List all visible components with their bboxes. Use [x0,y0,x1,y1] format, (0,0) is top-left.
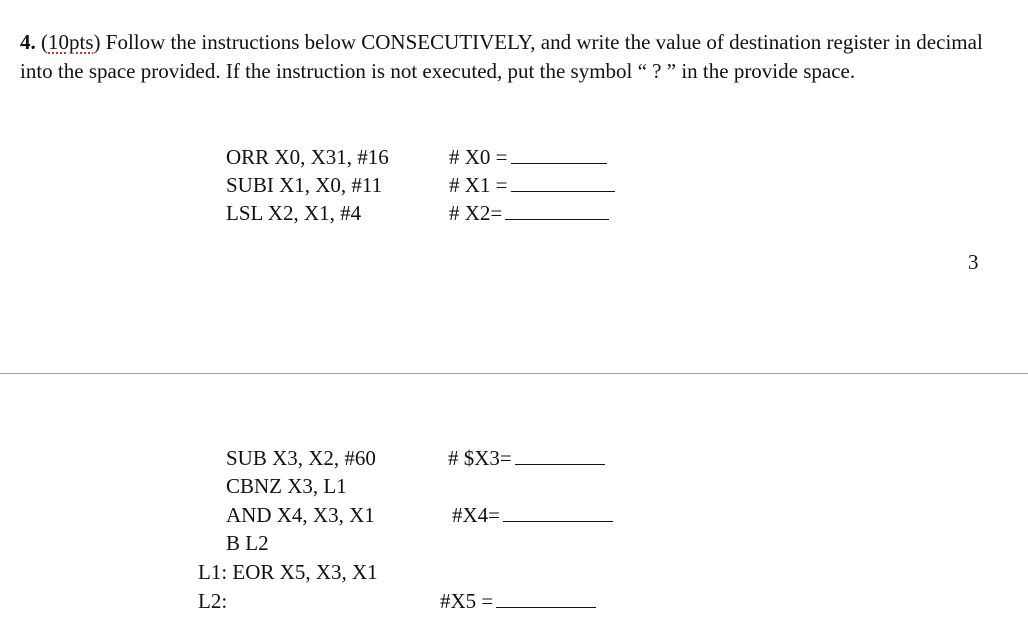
instruction-line: ORR X0, X31, #16 [226,145,389,169]
answer-blank[interactable] [503,520,613,522]
answer-label: # X0 = [449,145,508,169]
answer-label: #X4= [452,503,501,527]
instruction-line: SUBI X1, X0, #11 [226,173,383,197]
answer-x5 [440,587,596,615]
answer-blank[interactable] [515,463,605,465]
answer-blank[interactable] [505,218,609,220]
answer-blank[interactable] [496,606,596,608]
answer-label: # X1 = [449,173,508,197]
instruction-line: SUB X3, X2, #60 [226,446,376,470]
page-divider [0,373,1028,374]
answer-x1 [449,171,615,199]
labeled-instruction-line: L1: EOR X5, X3, X1 [198,560,378,584]
answer-blank[interactable] [511,162,607,164]
answer-label: #X5 = [440,589,494,613]
open-paren: ( [41,30,48,54]
instruction-line: B L2 [226,531,269,555]
label-line: L2: [198,589,228,613]
answer-label: # $X3= [448,446,512,470]
answer-x4 [452,501,613,529]
instruction-line: AND X4, X3, X1 [226,503,375,527]
page-number: 3 [968,250,979,274]
question-text: ) Follow the instructions below CONSECUTIVELY, and write the value of destination register in decimal into the space provided. If the instruction is not executed, put the symbol “ ? ” in the provide space. [20,30,983,83]
answer-x0 [449,143,607,171]
question-number: 4. [20,30,36,54]
answer-label: # X2= [449,201,503,225]
instruction-line: LSL X2, X1, #4 [226,201,362,225]
instruction-line: CBNZ X3, L1 [226,474,347,498]
answer-x2 [449,199,609,227]
points-label: 10pts [48,30,94,54]
question-4 [20,28,1010,86]
answer-x3 [448,444,605,472]
answer-blank[interactable] [511,190,615,192]
